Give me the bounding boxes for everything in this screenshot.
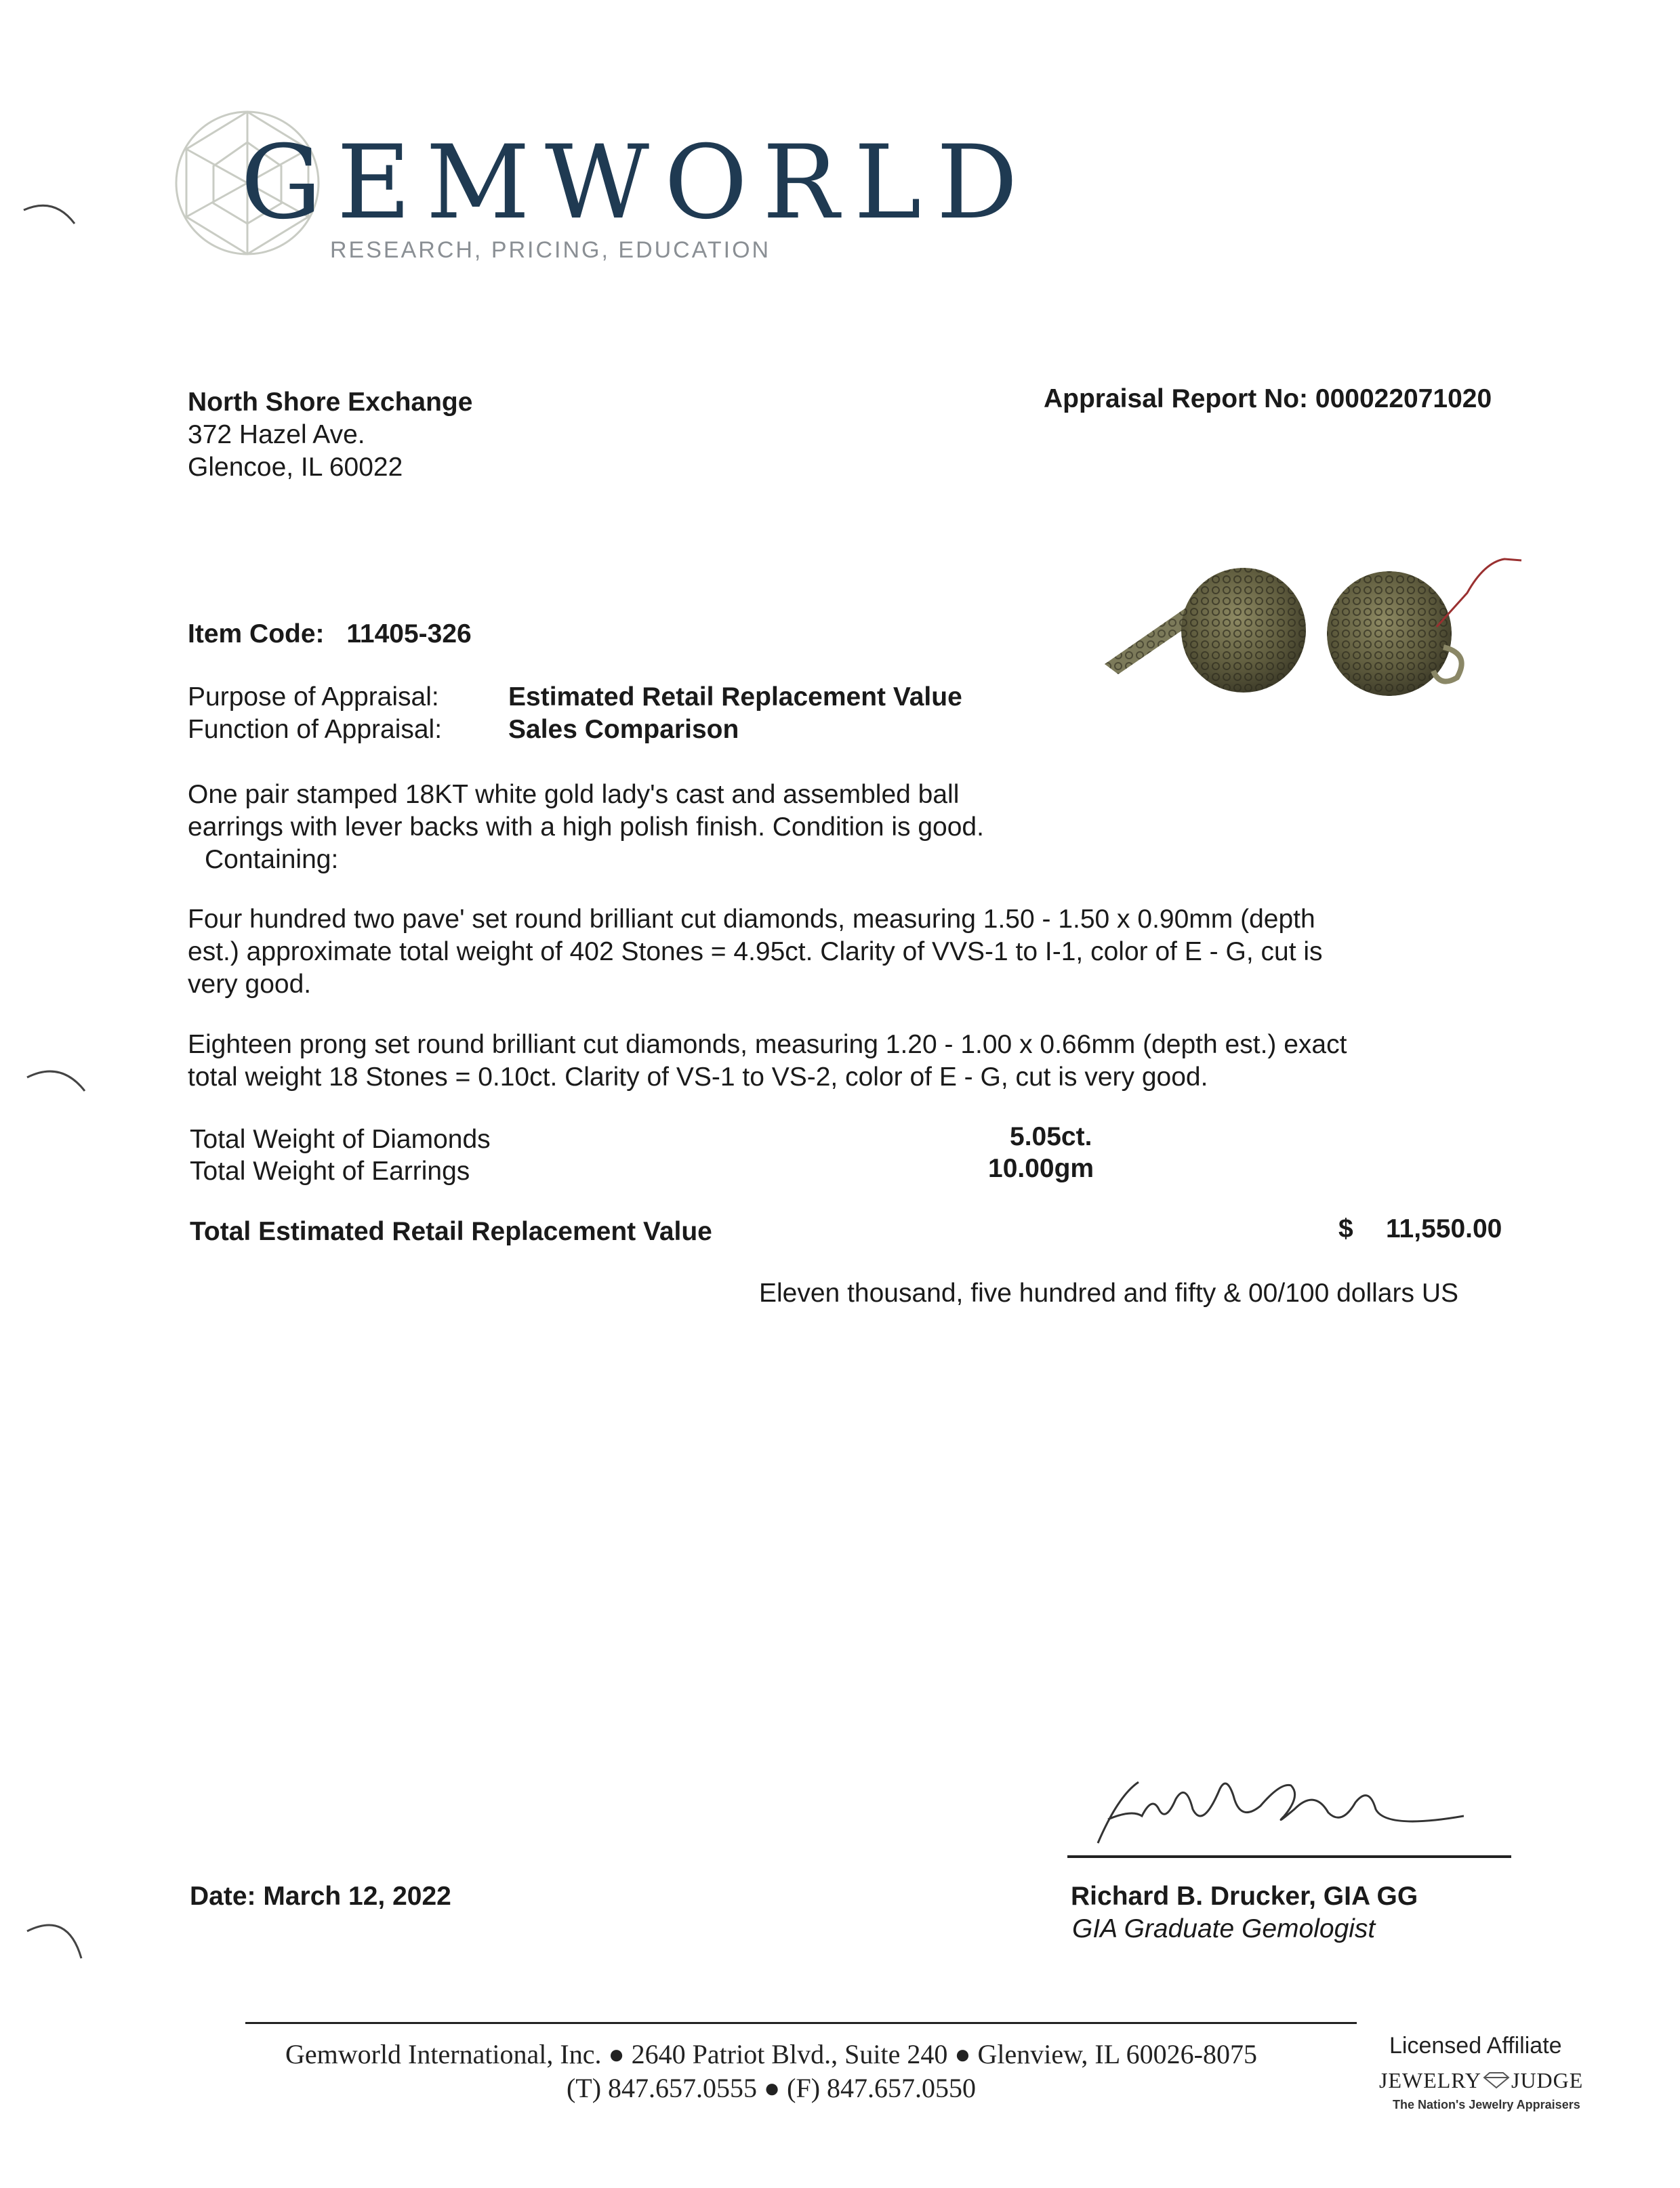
value-amount: 11,550.00 — [1386, 1214, 1502, 1243]
appraisal-date: Date: March 12, 2022 — [190, 1882, 451, 1911]
function-value: Sales Comparison — [508, 715, 739, 744]
client-street: 372 Hazel Ave. — [188, 420, 365, 449]
stones-line: est.) approximate total weight of 402 Stones = 4.95ct. Clarity of VVS-1 to I-1, color of E - G, cut is — [188, 937, 1323, 966]
description-line: earrings with lever backs with a high polish finish. Condition is good. — [188, 812, 984, 842]
appraiser-name: Richard B. Drucker, GIA GG — [1071, 1882, 1418, 1911]
description-line: One pair stamped 18KT white gold lady's cast and assembled ball — [188, 780, 960, 809]
hole-punch-mark — [20, 197, 81, 237]
footer-phone: (T) 847.657.0555 ● (F) 847.657.0550 — [566, 2073, 977, 2103]
affiliate-heading: Licensed Affiliate — [1389, 2033, 1562, 2059]
client-city: Glencoe, IL 60022 — [188, 453, 403, 482]
value-in-words: Eleven thousand, five hundred and fifty & 00/100 dollars US — [759, 1279, 1458, 1308]
purpose-label: Purpose of Appraisal: — [188, 682, 439, 711]
value-label: Total Estimated Retail Replacement Value — [190, 1217, 712, 1246]
diamond-icon — [1481, 2071, 1511, 2089]
item-code-label: Item Code: — [188, 619, 325, 648]
stones-line: very good. — [188, 970, 312, 999]
affiliate-brand-right: JUDGE — [1511, 2068, 1584, 2092]
affiliate-brand — [1379, 2068, 1583, 2093]
value-currency: $ — [1338, 1214, 1353, 1243]
footer-rule — [245, 2022, 1357, 2024]
stones-line: Four hundred two pave' set round brilliant cut diamonds, measuring 1.50 - 1.50 x 0.90mm (depth — [188, 905, 1315, 934]
client-name: North Shore Exchange — [188, 388, 473, 417]
stones-line: total weight 18 Stones = 0.10ct. Clarity of VS-1 to VS-2, color of E - G, cut is very good. — [188, 1062, 1208, 1092]
total-earrings-label: Total Weight of Earrings — [190, 1157, 470, 1186]
appraiser-title: GIA Graduate Gemologist — [1072, 1914, 1376, 1943]
item-code-value: 11405-326 — [346, 619, 472, 648]
affiliate-tagline: The Nation's Jewelry Appraisers — [1393, 2098, 1580, 2111]
total-earrings-value: 10.00gm — [988, 1154, 1094, 1183]
signature — [1057, 1769, 1464, 1857]
logo-wordmark: GEMWORLD — [241, 124, 1033, 242]
stones-line: Eighteen prong set round brilliant cut diamonds, measuring 1.20 - 1.00 x 0.66mm (depth est.) exact — [188, 1030, 1347, 1059]
description-line: Containing: — [205, 845, 339, 874]
report-number — [1044, 383, 1492, 415]
purpose-value: Estimated Retail Replacement Value — [508, 682, 962, 711]
footer-address: Gemworld International, Inc. ● 2640 Patriot Blvd., Suite 240 ● Glenview, IL 60026-8075 — [285, 2039, 1257, 2069]
hole-punch-mark — [20, 1060, 88, 1101]
logo-tagline: RESEARCH, PRICING, EDUCATION — [330, 237, 771, 263]
affiliate-brand-left: JEWELRY — [1379, 2068, 1481, 2092]
report-label: Appraisal Report No: — [1044, 384, 1309, 413]
signature-line — [1067, 1855, 1511, 1858]
earrings-photo — [1091, 552, 1525, 715]
total-diamonds-label: Total Weight of Diamonds — [190, 1125, 491, 1154]
item-code — [188, 618, 472, 651]
hole-punch-mark — [20, 1911, 88, 1965]
function-label: Function of Appraisal: — [188, 715, 443, 744]
report-value: 000022071020 — [1315, 384, 1492, 413]
total-diamonds-value: 5.05ct. — [1010, 1122, 1092, 1151]
